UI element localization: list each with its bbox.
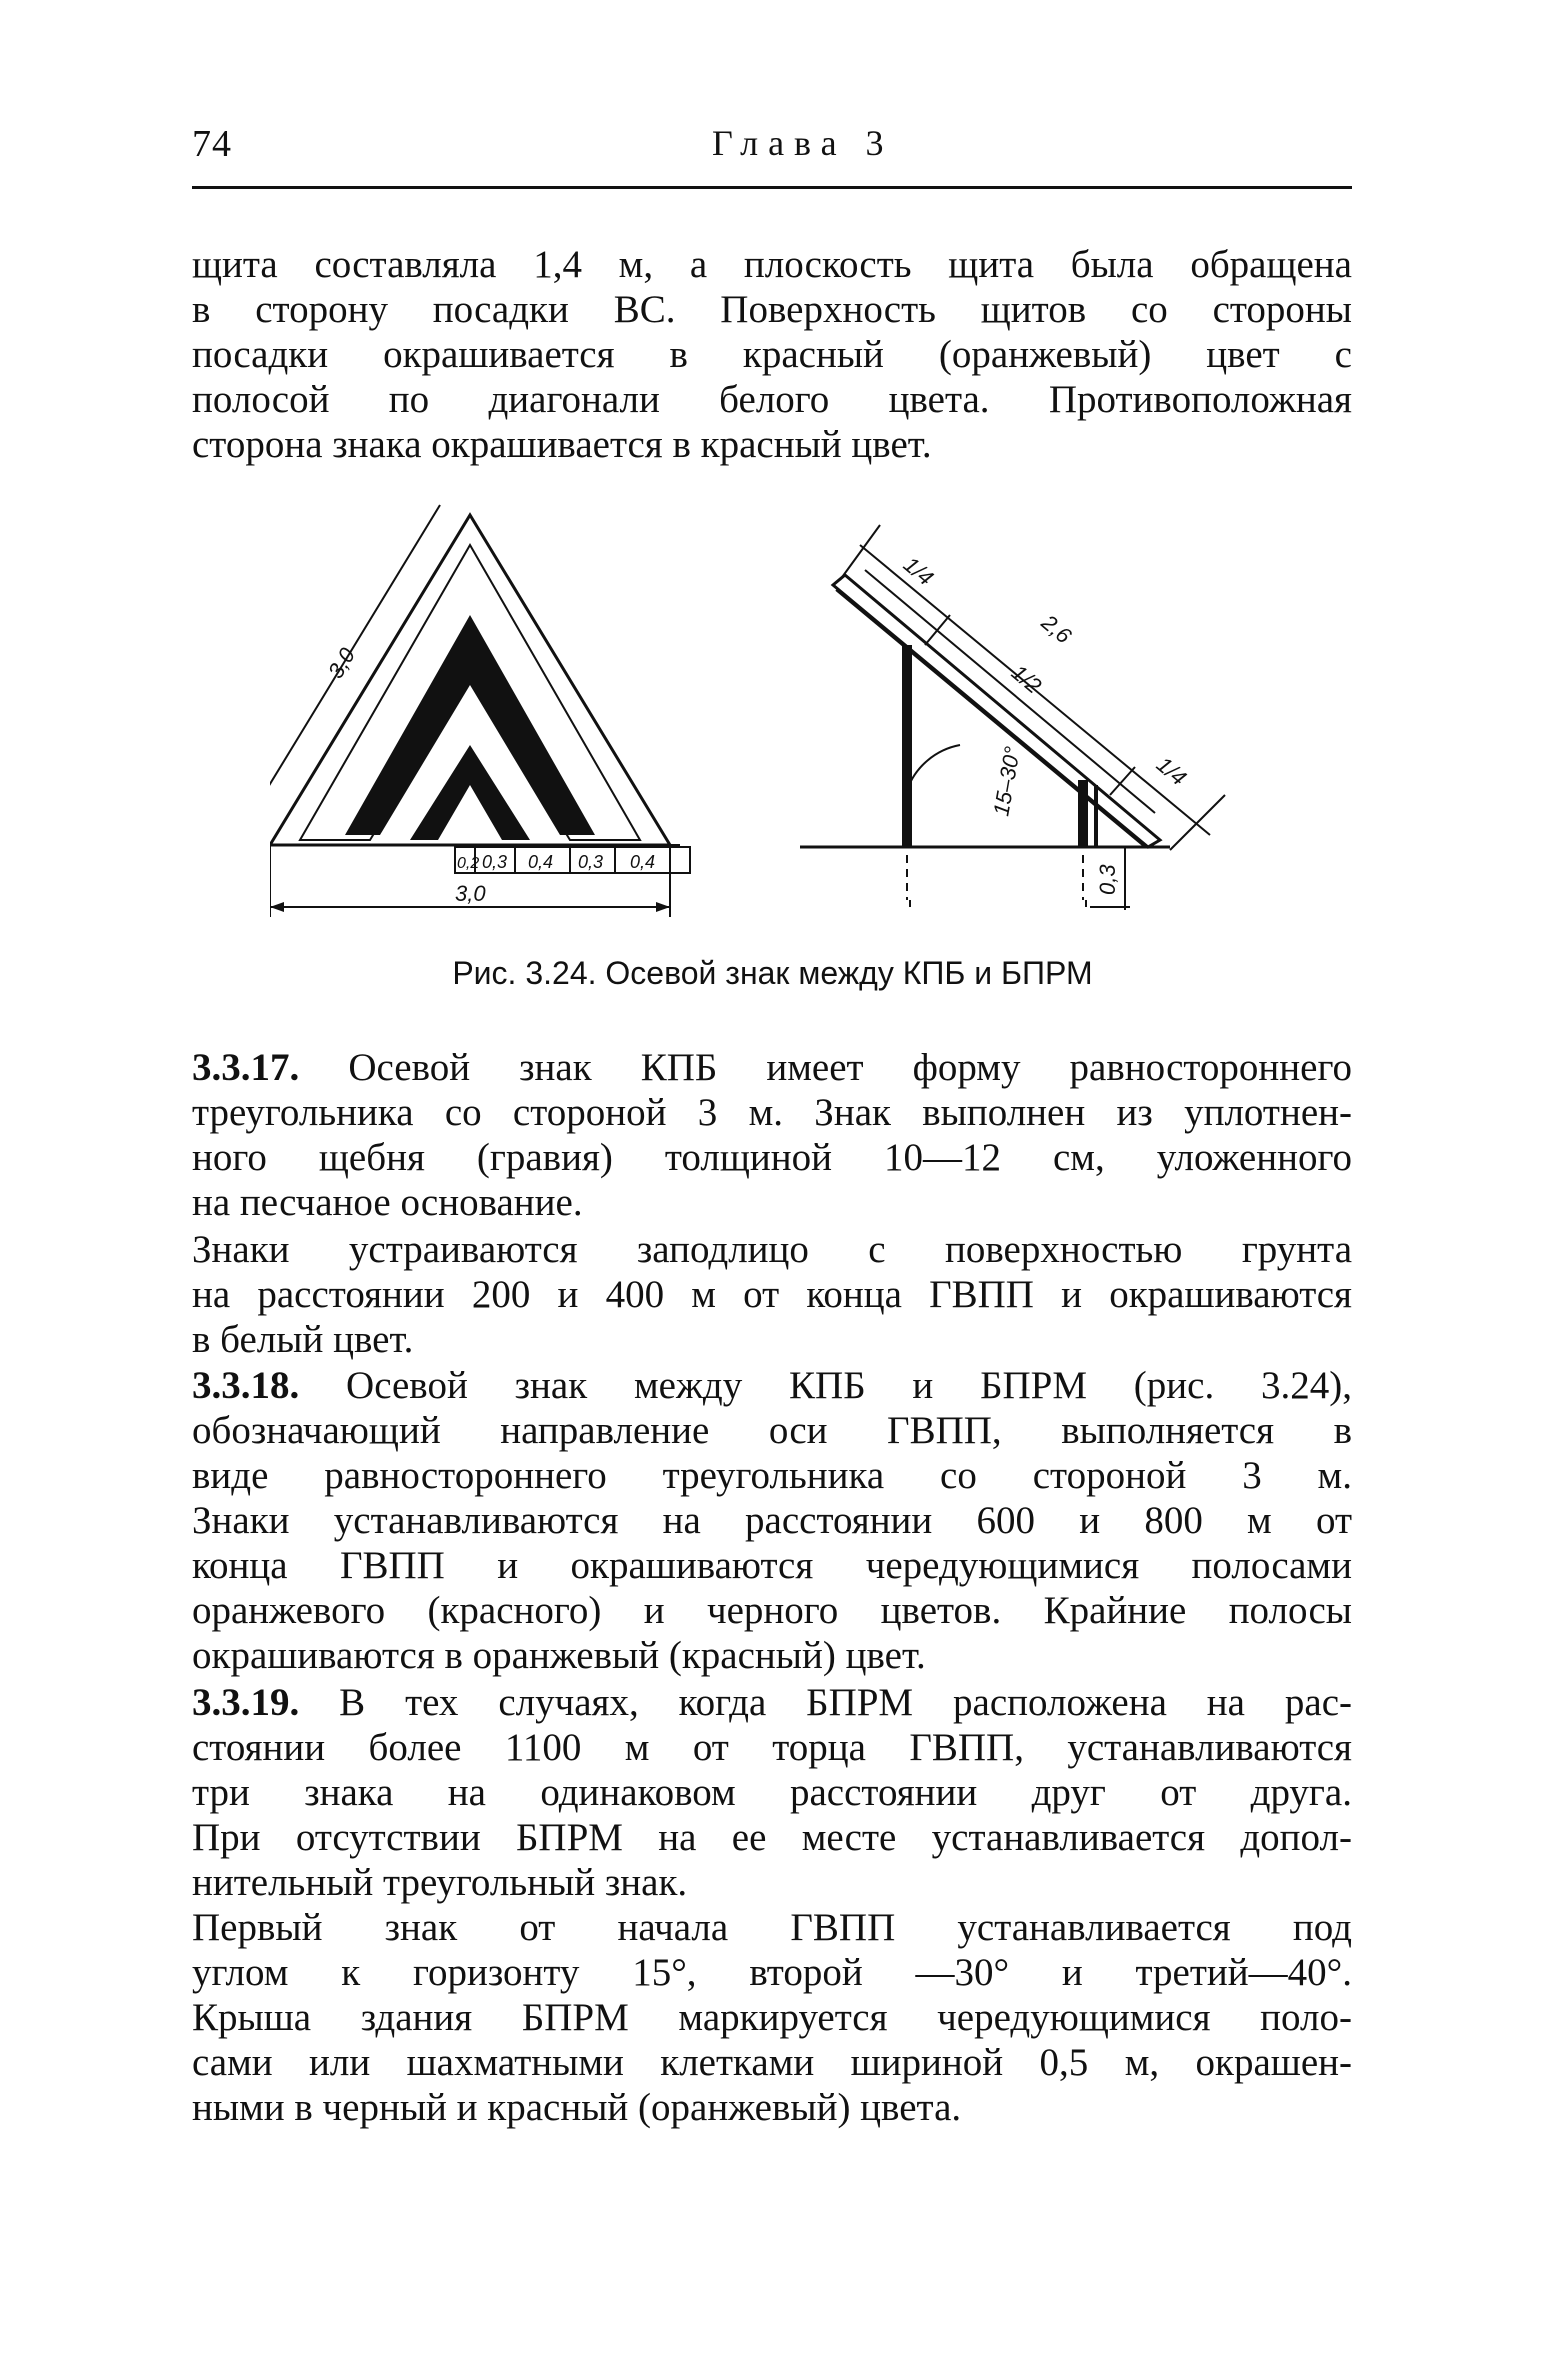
chapter-title: Глава 3: [712, 123, 894, 163]
section-number: 3.3.18.: [192, 1364, 300, 1407]
text-line: в сторону посадки ВС. Поверхность щитов со стороны: [192, 288, 1352, 331]
page-header: [192, 122, 1352, 182]
strip-label: 0,4: [630, 852, 656, 872]
angle-label: 15–30°: [988, 744, 1026, 818]
text-line: посадки окрашивается в красный (оранжевый) цвет с: [192, 333, 1352, 376]
strip-label: 0,3: [482, 852, 508, 872]
text-line: треугольника со стороной 3 м. Знак выполнен из уплотнен-: [192, 1091, 1352, 1134]
section-3-3-18: [192, 1363, 1352, 1678]
side-dimension-label: 3,0: [322, 643, 361, 683]
figure-3-24: [270, 495, 1270, 955]
text-line: обозначающий направление оси ГВПП, выполняется в: [192, 1409, 1352, 1452]
text-line: на расстоянии 200 и 400 м от конца ГВПП и окрашиваются: [192, 1273, 1352, 1316]
base-dimension-label: 3,0: [455, 881, 486, 906]
text-line: стоянии более 1100 м от торца ГВПП, устанавливаются: [192, 1726, 1352, 1769]
total-length-label: 2,6: [1036, 609, 1077, 649]
paragraph-signs: [192, 1227, 1352, 1362]
section-text: Осевой знак КПБ имеет форму равностороннего: [348, 1046, 1353, 1089]
text-line: окрашиваются в оранжевый (красный) цвет.: [192, 1634, 926, 1677]
text-line: оранжевого (красного) и черного цветов. Крайние полосы: [192, 1589, 1352, 1632]
section-text: Осевой знак между КПБ и БПРМ (рис. 3.24),: [346, 1364, 1352, 1407]
section-3-3-17: [192, 1045, 1352, 1225]
section-number: 3.3.17.: [192, 1046, 300, 1089]
text-line: виде равностороннего треугольника со стороной 3 м.: [192, 1454, 1352, 1497]
strip-label: 0,4: [528, 852, 554, 872]
chevron-stripe-black: [345, 615, 595, 835]
text-line: Крыша здания БПРМ маркируется чередующимися поло-: [192, 1996, 1352, 2039]
text-line: ными в черный и красный (оранжевый) цвета.: [192, 2086, 962, 2129]
strip-label: 0,2: [457, 855, 480, 872]
figure-caption: Рис. 3.24. Осевой знак между КПБ и БПРМ: [452, 955, 1093, 991]
text-line: углом к горизонту 15°, второй —30° и третий—40°.: [192, 1951, 1352, 1994]
text-line: Знаки устраиваются заподлицо с поверхностью грунта: [192, 1228, 1352, 1271]
depth-label: 0,3: [1095, 864, 1120, 895]
triangle-sign: [270, 505, 690, 917]
text-line: [192, 1045, 1352, 1090]
text-line: конца ГВПП и окрашиваются чередующимися полосами: [192, 1544, 1352, 1587]
post: [902, 645, 912, 847]
text-line: Знаки устанавливаются на расстоянии 600 и 800 м от: [192, 1499, 1352, 1542]
side-view: [800, 525, 1225, 910]
text-line: три знака на одинаковом расстоянии друг от друга.: [192, 1771, 1352, 1814]
paragraph-intro: [192, 242, 1352, 467]
text-line: сами или шахматными клетками шириной 0,5 м, окрашен-: [192, 2041, 1352, 2084]
text-line: на песчаное основание.: [192, 1181, 583, 1224]
text-line: [192, 1680, 1352, 1725]
quarter-bottom-label: 1/4: [1151, 751, 1192, 791]
text-line: [192, 1363, 1352, 1408]
post: [1078, 780, 1088, 847]
text-line: При отсутствии БПРМ на ее месте устанавливается допол-: [192, 1816, 1352, 1859]
figure-drawing: [270, 495, 1270, 955]
text-line: ного щебня (гравия) толщиной 10—12 см, уложенного: [192, 1136, 1352, 1179]
section-3-3-19: [192, 1680, 1352, 1905]
text-line: полосой по диагонали белого цвета. Противоположная: [192, 378, 1352, 421]
section-number: 3.3.19.: [192, 1681, 300, 1724]
strip-label: 0,3: [578, 852, 604, 872]
text-line: в белый цвет.: [192, 1318, 414, 1361]
text-line: щита составляла 1,4 м, а плоскость щита была обращена: [192, 243, 1352, 286]
half-label: 1/2: [1006, 659, 1047, 699]
chevron-stripe-black: [410, 745, 530, 840]
quarter-top-label: 1/4: [898, 551, 939, 591]
page-number: 74: [192, 123, 232, 165]
paragraph-final: [192, 1905, 1352, 2130]
text-line: нительный треугольный знак.: [192, 1861, 688, 1904]
section-text: В тех случаях, когда БПРМ расположена на рас-: [339, 1681, 1352, 1724]
text-line: Первый знак от начала ГВПП устанавливается под: [192, 1906, 1352, 1949]
text-line: сторона знака окрашивается в красный цвет.: [192, 423, 932, 466]
header-rule: [192, 186, 1352, 189]
